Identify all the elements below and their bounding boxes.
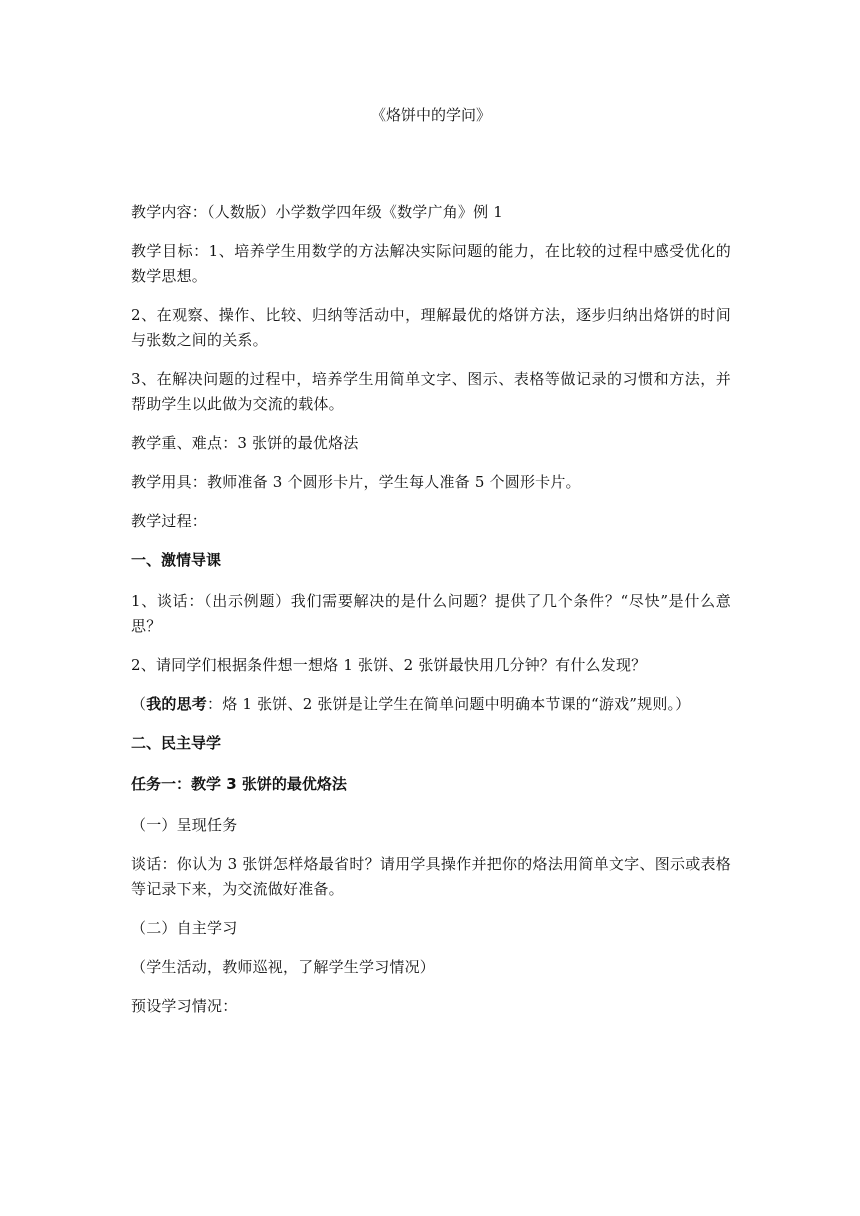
task-1-heading: 任务一：教学 3 张饼的最优烙法 (131, 775, 347, 793)
section-1-item-2: 2、请同学们根据条件想一想烙 1 张饼、2 张饼最快用几分钟？有什么发现？ (131, 656, 647, 674)
key-difficult-points: 教学重、难点：3 张饼的最优烙法 (131, 434, 359, 452)
section-2-heading: 二、民主导学 (131, 734, 222, 752)
task-1-preset: 预设学习情况： (131, 997, 238, 1015)
thinking-open-paren: （ (131, 695, 147, 713)
section-1-heading: 一、激情导课 (131, 551, 222, 569)
teaching-goal-1: 教学目标：1、培养学生用数学的方法解决实际问题的能力，在比较的过程中感受优化的数学思想。 (131, 242, 731, 285)
document-body (131, 104, 731, 1033)
task-1-activity: （学生活动，教师巡视，了解学生学习情况） (131, 958, 436, 976)
teaching-goal-2: 2、在观察、操作、比较、归纳等活动中，理解最优的烙饼方法，逐步归纳出烙饼的时间与张数之间的关系。 (131, 306, 731, 349)
thinking-text: ：烙 1 张饼、2 张饼是让学生在简单问题中明确本节课的“游戏”规则。） (207, 695, 691, 713)
thinking-label: 我的思考 (146, 695, 208, 713)
task-1-step-2: （二）自主学习 (131, 919, 238, 937)
section-1-item-1: 1、谈话：（出示例题）我们需要解决的是什么问题？提供了几个条件？“尽快”是什么意思？ (131, 592, 731, 635)
teaching-process-label: 教学过程： (131, 512, 208, 530)
my-thinking-note (131, 692, 731, 717)
task-1-step-1: （一）呈现任务 (131, 816, 238, 834)
task-1-talk: 谈话：你认为 3 张饼怎样烙最省时？请用学具操作并把你的烙法用简单文字、图示或表格等记录下来，为交流做好准备。 (131, 855, 731, 898)
teaching-tools: 教学用具：教师准备 3 个圆形卡片，学生每人准备 5 个圆形卡片。 (131, 473, 581, 491)
teaching-goal-3: 3、在解决问题的过程中，培养学生用简单文字、图示、表格等做记录的习惯和方法，并帮助学生以此做为交流的载体。 (131, 370, 731, 413)
teaching-content: 教学内容：（人数版）小学数学四年级《数学广角》例 1 (131, 203, 504, 221)
document-title: 《烙饼中的学问》 (370, 106, 491, 124)
